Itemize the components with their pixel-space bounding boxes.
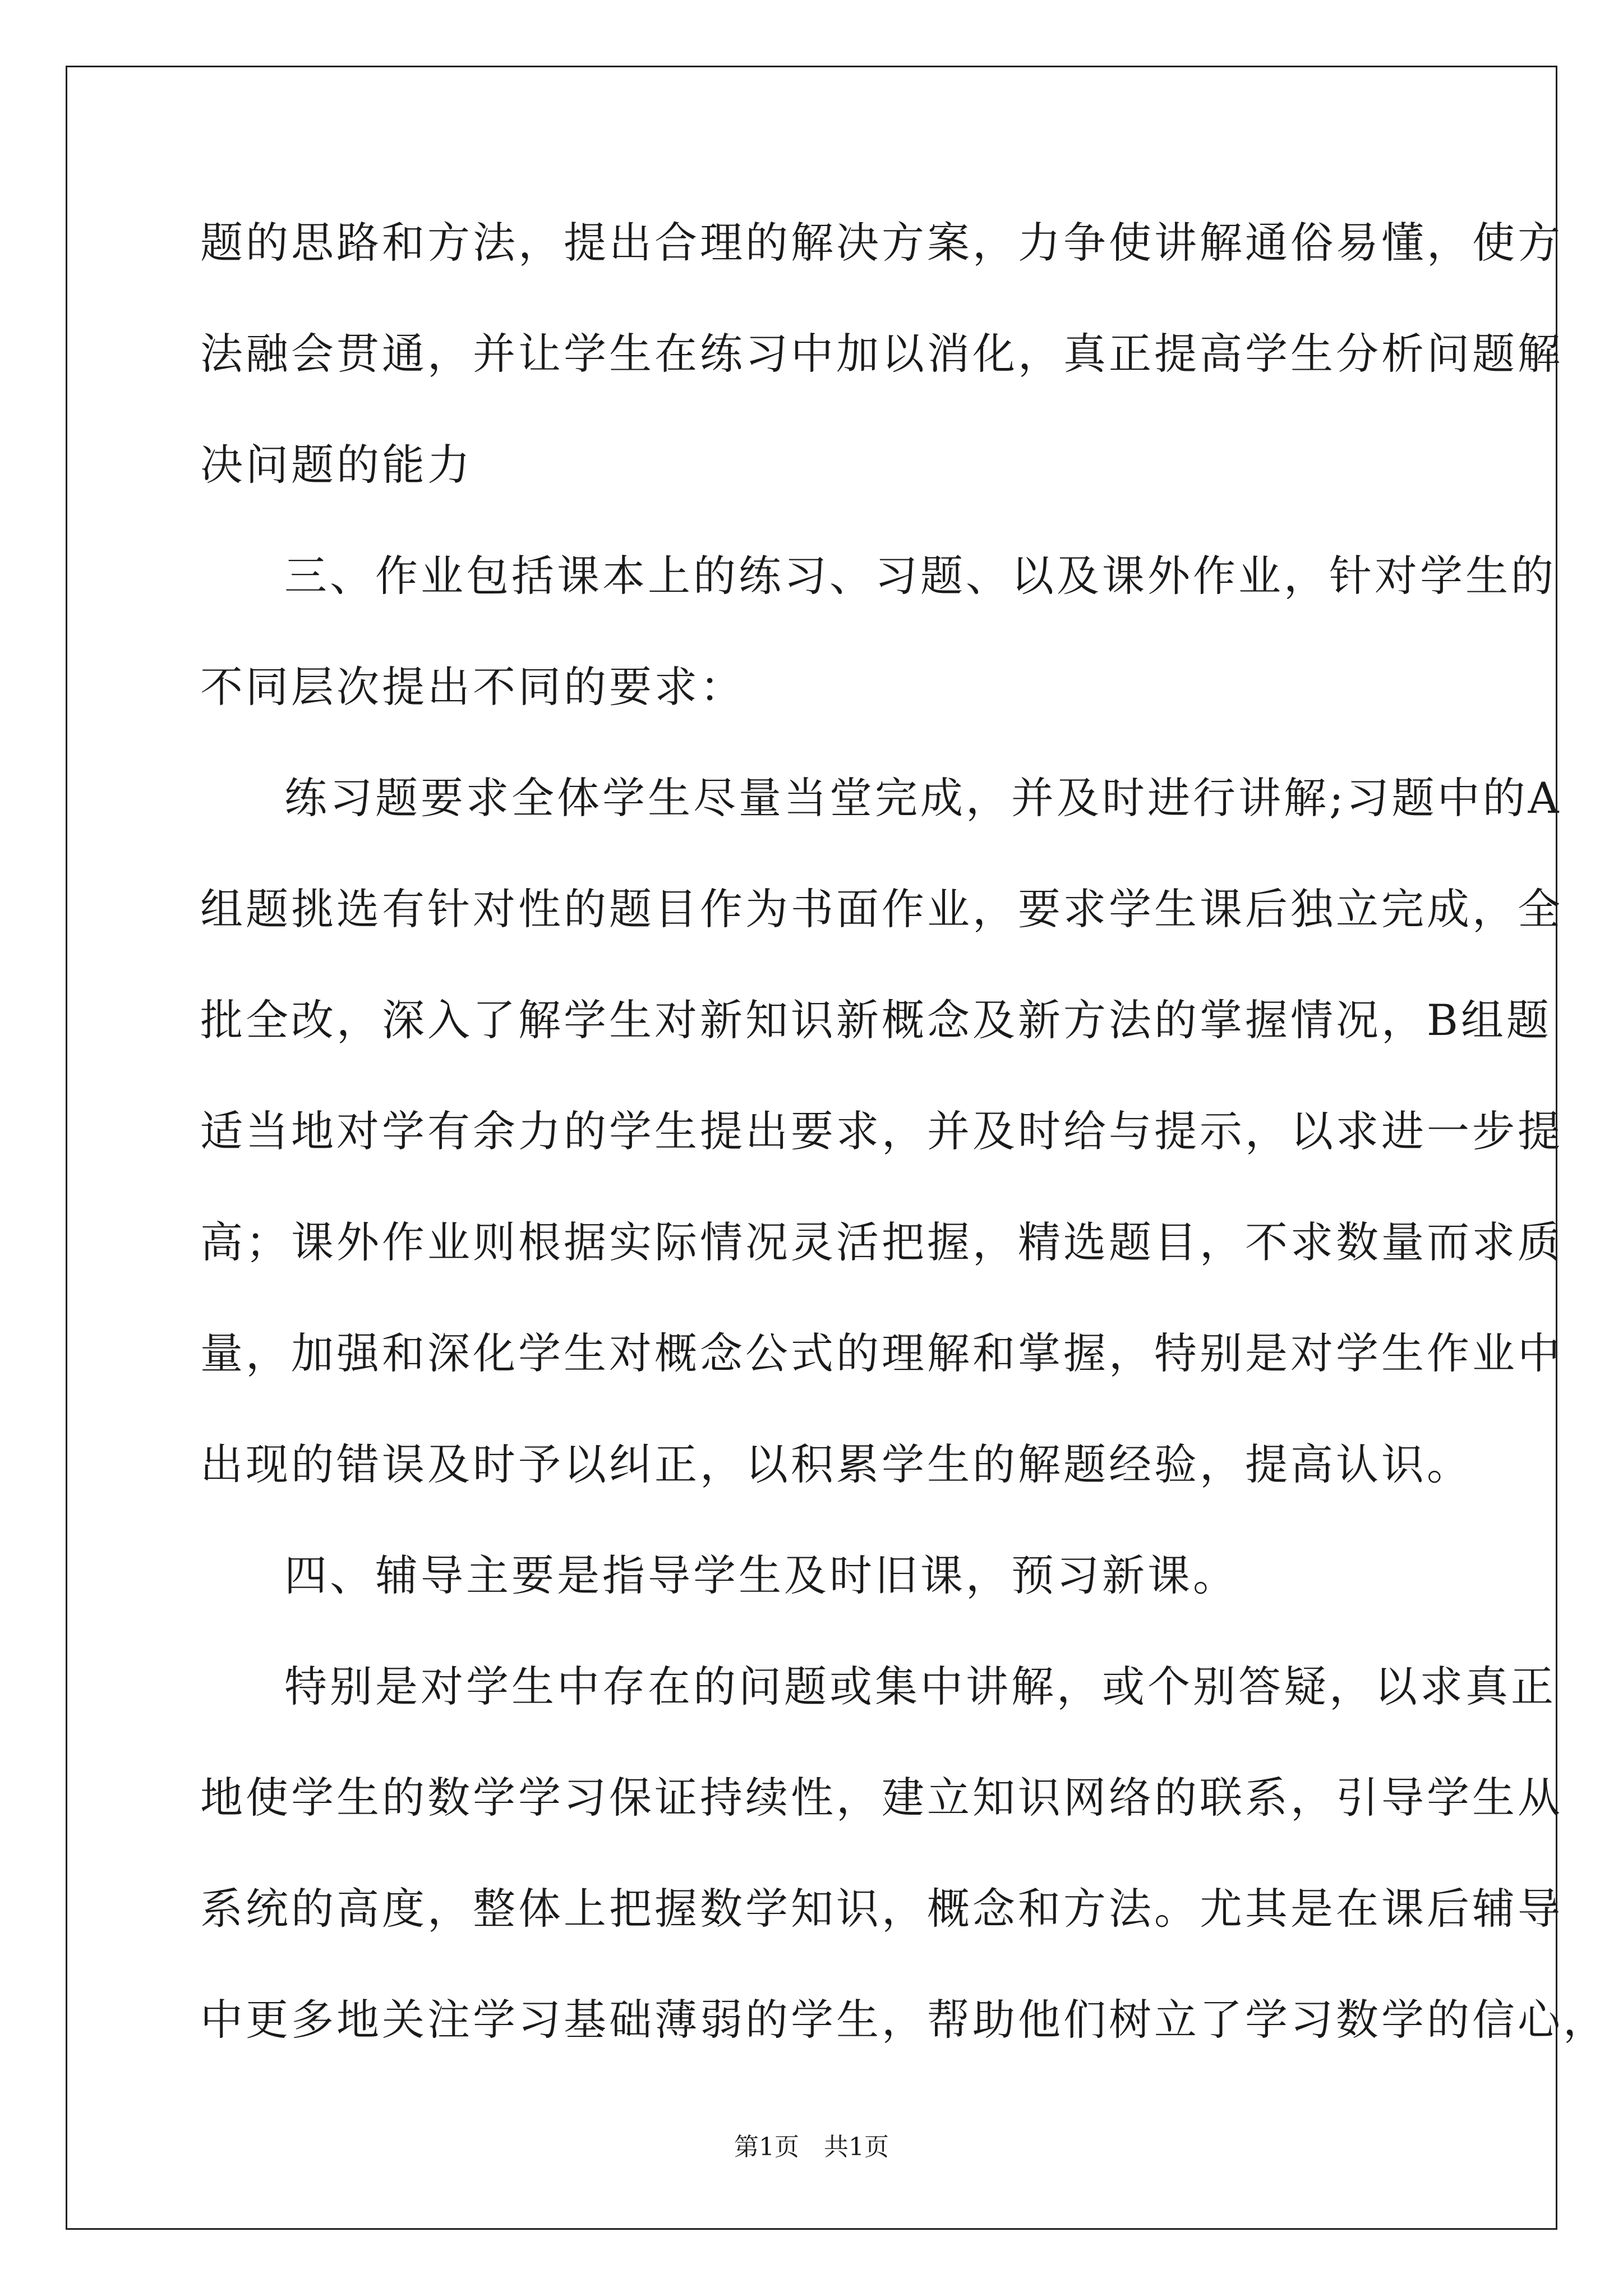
text-line: 四、辅导主要是指导学生及时旧课，预习新课。 — [284, 1550, 1238, 1600]
text-line: 决问题的能力 — [200, 440, 473, 490]
text-line: 系统的高度，整体上把握数学知识，概念和方法。尤其是在课后辅导 — [200, 1884, 1563, 1934]
document-body — [200, 218, 1608, 2106]
text-line: 适当地对学有余力的学生提出要求，并及时给与提示，以求进一步提 — [200, 1106, 1563, 1156]
text-line: 题的思路和方法，提出合理的解决方案，力争使讲解通俗易懂，使方 — [200, 218, 1563, 268]
text-line: 量，加强和深化学生对概念公式的理解和掌握，特别是对学生作业中 — [200, 1328, 1563, 1378]
text-line: 特别是对学生中存在的问题或集中讲解，或个别答疑，以求真正 — [284, 1662, 1556, 1711]
text-line: 组题挑选有针对性的题目作为书面作业，要求学生课后独立完成，全 — [200, 884, 1563, 934]
text-line: 出现的错误及时予以纠正，以积累学生的解题经验，提高认识。 — [200, 1439, 1472, 1489]
text-line: 三、作业包括课本上的练习、习题、以及课外作业，针对学生的 — [284, 551, 1556, 601]
text-line: 中更多地关注学习基础薄弱的学生，帮助他们树立了学习数学的信心， — [200, 1995, 1608, 2045]
text-line: 不同层次提出不同的要求： — [200, 662, 745, 712]
text-line: 练习题要求全体学生尽量当堂完成，并及时进行讲解;习题中的A — [284, 773, 1562, 823]
page-number-footer: 第1页 共1页 — [734, 2133, 889, 2161]
text-line: 批全改，深入了解学生对新知识新概念及新方法的掌握情况，B组题 — [200, 995, 1552, 1045]
text-line: 法融会贯通，并让学生在练习中加以消化，真正提高学生分析问题解 — [200, 329, 1563, 379]
text-line: 地使学生的数学学习保证持续性，建立知识网络的联系，引导学生从 — [200, 1773, 1563, 1823]
text-line: 高；课外作业则根据实际情况灵活把握，精选题目，不求数量而求质 — [200, 1217, 1563, 1267]
